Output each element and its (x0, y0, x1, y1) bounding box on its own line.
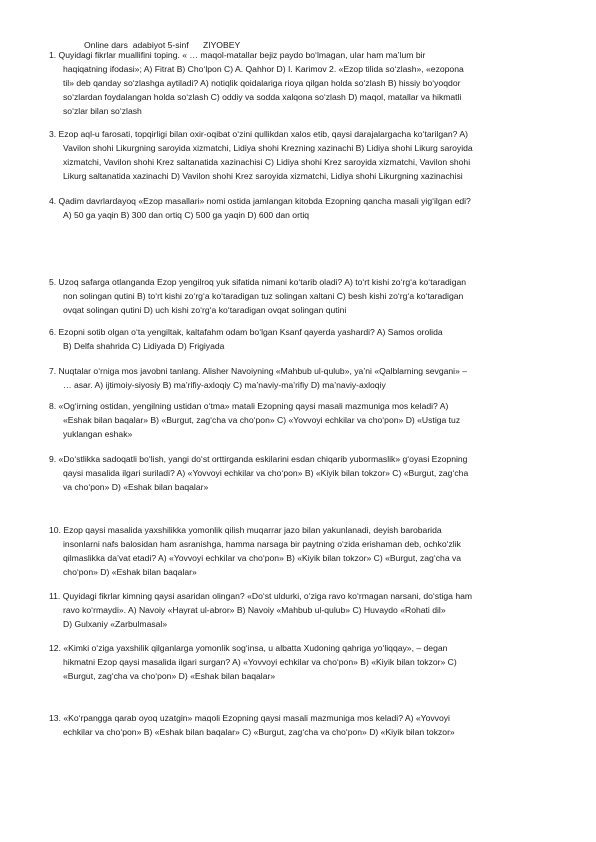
question-line: echkilar va cho‘pon» B) «Eshak bilan baqalar» C) «Burgut, zag‘cha va cho‘pon» D) «Kiyik bilan tokzor» (63, 727, 455, 737)
question-line: 1. Quyidagi fikrlar muallifini toping. « … maqol-matallar bejiz paydo bo‘lmagan, ular ham ma’lum bir (49, 50, 426, 60)
question-9 (49, 523, 554, 579)
question-line: va cho‘pon» D) «Eshak bilan baqalar» (63, 482, 209, 492)
question-3 (49, 194, 554, 222)
question-2 (49, 127, 554, 183)
question-line: 5. Uzoq safarga otlanganda Ezop yengilroq yuk sifatida nimani ko‘tarib oladi? A) to‘rt kishi zo‘rg‘a ko‘taradigan (49, 277, 467, 287)
question-line: cho‘pon» D) «Eshak bilan baqalar» (63, 567, 197, 577)
question-line: 12. «Kimki o‘ziga yaxshilik qilganlarga yomonlik sog‘insa, u albatta Xudoning qahriga yo‘liqqay», – degan (49, 643, 448, 653)
question-10 (49, 589, 554, 631)
question-line: qilmaslikka da’vat etadi? A) «Yovvoyi echkilar va cho‘pon» B) «Kiyik bilan tokzor» C) «Burgut, zag‘cha va (63, 553, 462, 563)
question-line: 8. «Og‘irning ostidan, yengilning ustidan o‘tma» matali Ezopning qaysi masali mazmuniga mos keladi? A) (49, 401, 449, 411)
question-line: 6. Ezopni sotib olgan o‘ta yengiltak, kaltafahm odam bo‘lgan Ksanf qayerda yashardi? A) Samos orolida (49, 327, 443, 337)
question-4 (49, 275, 554, 317)
document-header: Online dars adabiyot 5-sinf ZIYOBEY (84, 40, 241, 50)
question-7 (49, 399, 554, 441)
question-line: 3. Ezop aql-u farosati, topqirligi bilan oxir-oqibat o‘zini qullikdan xalos etib, qaysi darajalargacha ko‘tarilgan? A) (49, 129, 468, 139)
question-line: A) 50 ga yaqin B) 300 dan ortiq C) 500 ga yaqin D) 600 dan ortiq (63, 210, 310, 220)
question-8 (49, 452, 554, 494)
question-6 (49, 364, 554, 392)
question-line: … asar. A) ijtimoiy-siyosiy B) ma’rifiy-axloqiy C) ma’naviy-ma’rifiy D) ma’naviy-axloqiy (63, 380, 386, 390)
question-line: «Burgut, zag‘cha va cho‘pon» D) «Eshak bilan baqalar» (63, 671, 276, 681)
question-1 (49, 48, 554, 118)
question-11 (49, 641, 554, 683)
question-5 (49, 325, 554, 353)
question-line: xizmatchi, Vavilon shohi Krez saltanatida xazinachisi C) Lidiya shohi Krez saroyida xizmatchi, Vavilon shohi (63, 157, 471, 167)
question-line: so‘zlardan foydalangan holda so‘zlash C) oddiy va sodda xalqona so‘zlash D) maqol, matallar va hikmatli (63, 92, 462, 102)
question-line: so‘zlar bilan so‘zlash (63, 106, 142, 116)
question-line: 10. Ezop qaysi masalida yaxshilikka yomonlik qilish muqarrar jazo bilan yakunlanadi, deyish barobarida (49, 525, 442, 535)
question-line: Vavilon shohi Likurgning saroyida xizmatchi, Lidiya shohi Krezning xazinachi B) Lidiya shohi Likurg saroyida (63, 143, 473, 153)
question-line: 11. Quyidagi fikrlar kimning qaysi asaridan olingan? «Do‘st uldurki, o‘ziga ravo ko‘rmagan narsani, do‘stiga ham (49, 591, 473, 601)
question-line: haqiqatning ifodasi»; A) Fitrat B) Cho‘lpon C) A. Qahhor D) I. Karimov 2. «Ezop tilida so‘zlash», «ezopona (63, 64, 464, 74)
question-line: 7. Nuqtalar o‘rniga mos javobni tanlang. Alisher Navoiyning «Mahbub ul-qulub», ya’ni «Qalblarning sevgani» – (49, 366, 468, 376)
question-line: «Eshak bilan baqalar» B) «Burgut, zag‘cha va cho‘pon» C) «Yovvoyi echkilar va cho‘pon» D) «Ustiga tuz (63, 415, 461, 425)
question-line: ravo ko‘rmaydi». A) Navoiy «Hayrat ul-abror» B) Navoiy «Mahbub ul-qulub» C) Huvaydo «Rohati dil» (63, 605, 446, 615)
question-line: ovqat solingan qutini D) uch kishi zo‘rg‘a ko‘taradigan ovqat solingan qutini (63, 305, 347, 315)
question-line: B) Delfa shahrida C) Lidiyada D) Frigiyada (63, 341, 225, 351)
question-line: yuklangan eshak» (63, 429, 133, 439)
question-12 (49, 711, 554, 739)
question-line: insonlarni nafs balosidan ham asranishga, hamma narsaga bir paytning o‘zida erishaman deb, ochko‘zlik (63, 539, 461, 549)
question-line: non solingan qutini B) to‘rt kishi zo‘rg‘a ko‘taradigan tuz solingan xaltani C) besh kishi zo‘rg‘a ko‘taradigan (63, 291, 464, 301)
question-line: hikmatni Ezop qaysi masalida ilgari surgan? A) «Yovvoyi echkilar va cho‘pon» B) «Kiyik bilan tokzor» C) (63, 657, 457, 667)
question-line: 13. «Ko‘rpangga qarab oyoq uzatgin» maqoli Ezopning qaysi masali mazmuniga mos keladi? A) «Yovvoyi (49, 713, 450, 723)
question-line: D) Gulxaniy «Zarbulmasal» (63, 619, 168, 629)
question-line: 9. «Do‘stlikka sadoqatli bo‘lish, yangi do‘st orttirganda eskilarini esdan chiqarib yubormaslik» g‘oyasi Ezopning (49, 454, 468, 464)
question-line: Likurg saltanatida xazinachi D) Vavilon shohi Krez saroyida xizmatchi, Lidiya shohi Likurgning xazinachisi (63, 171, 463, 181)
question-line: 4. Qadim davrlardayoq «Ezop masallari» nomi ostida jamlangan kitobda Ezopning qancha masali yig‘ilgan edi? (49, 196, 471, 206)
question-line: til» deb qanday so‘zlashga aytiladi? A) notiqlik qoidalariga rioya qilgan holda so‘zlash B) hissiy bo‘yoqdor (63, 78, 461, 88)
question-line: qaysi masalida ilgari suriladi? A) «Yovvoyi echkilar va cho‘pon» B) «Kiyik bilan tokzor» C) «Burgut, zag‘cha (63, 468, 469, 478)
